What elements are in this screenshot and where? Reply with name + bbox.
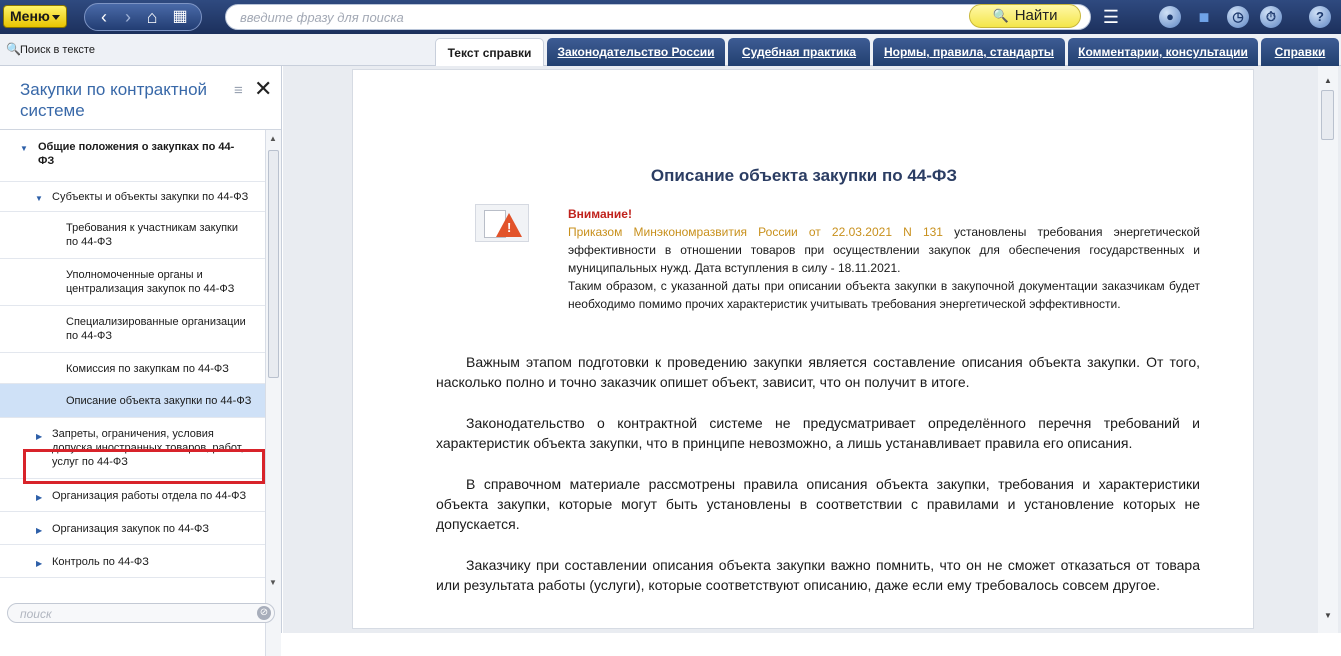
scrollbar-thumb[interactable]	[268, 150, 279, 378]
chevron-right-icon: ▶	[36, 493, 43, 502]
back-arrow-icon[interactable]: ‹	[101, 7, 107, 27]
tree-item[interactable]: Специализированные организации по 44-ФЗ	[0, 306, 265, 353]
sidebar-search-box	[7, 603, 275, 623]
chevron-right-icon: ▶	[36, 526, 43, 535]
home-icon[interactable]: ⌂	[146, 7, 158, 27]
warning-title: Внимание!	[568, 207, 632, 221]
warning-block	[568, 205, 1200, 313]
scroll-down-icon[interactable]: ▼	[1324, 611, 1332, 620]
find-button[interactable]	[969, 4, 1081, 28]
tab-references[interactable]: Справки	[1261, 38, 1339, 66]
tree-item[interactable]: ▼ Общие положения о закупках по 44-ФЗ	[0, 130, 265, 182]
tree-item[interactable]: ▶ Организация работы отдела по 44-ФЗ	[0, 479, 265, 512]
tree-item[interactable]: ▼ Субъекты и объекты закупки по 44-ФЗ	[0, 182, 265, 212]
tree-item-selected[interactable]: Описание объекта закупки по 44-ФЗ	[0, 384, 265, 418]
tree-item[interactable]: ▶ Организация закупок по 44-ФЗ	[0, 512, 265, 545]
document-page	[352, 69, 1254, 629]
search-icon: 🔍	[992, 8, 1009, 23]
menu-button-label: Меню	[10, 8, 50, 24]
warning-icon	[475, 204, 529, 242]
menu-button[interactable]	[3, 5, 67, 28]
exclamation-icon: !	[507, 220, 512, 235]
find-button-label: Найти	[1014, 7, 1058, 24]
top-toolbar	[0, 0, 1341, 34]
document-paragraph: Важным этапом подготовки к проведению закупки является составление описания объекта закупки. От того, насколько полно и точно заказчик опишет объект, зависит, что он получит в итоге.	[436, 354, 1200, 390]
chevron-right-icon: ▶	[36, 432, 43, 441]
user-icon[interactable]: ●	[1159, 6, 1181, 28]
document-tabs-bar	[0, 34, 1341, 66]
chevron-down-icon	[52, 15, 60, 20]
tree-item[interactable]: Комиссия по закупкам по 44-ФЗ	[0, 353, 265, 384]
document-title: Описание объекта закупки по 44-ФЗ	[650, 166, 958, 185]
document-paragraph: Законодательство о контрактной системе не предусматривает определённого перечня требований и характеристик объекта закупки, что в принципе невозможно, а лишь устанавливает правила его описания.	[436, 415, 1200, 451]
tab-comments-consultations[interactable]: Комментарии, консультации	[1068, 38, 1258, 66]
forward-arrow-icon[interactable]: ›	[125, 7, 131, 27]
clear-icon[interactable]: ⊘	[257, 606, 271, 620]
stopwatch-icon[interactable]: ⏱	[1260, 6, 1282, 28]
warning-text-2: Таким образом, с указанной даты при описании объекта закупки в закупочной документации заказчикам будет необходимо помимо прочих характеристик учитывать требования энергетической эффективности.	[568, 279, 1200, 311]
sidebar-search-input[interactable]	[20, 606, 240, 621]
search-icon: 🔍	[6, 42, 21, 56]
search-in-text-label: Поиск в тексте	[20, 44, 95, 56]
help-icon[interactable]: ?	[1309, 6, 1331, 28]
search-in-text-link[interactable]	[6, 42, 95, 56]
chevron-right-icon: ▶	[36, 559, 43, 568]
scroll-up-icon[interactable]: ▲	[1324, 76, 1332, 85]
contents-sidebar	[0, 66, 282, 633]
document-paragraph: Заказчику при составлении описания объекта закупки важно помнить, что он не сможет отказаться от товара или результата работы (услуги), которые соответствуют описанию, даже если ему требовалось совсем другое.	[436, 557, 1200, 593]
scrollbar-thumb[interactable]	[1321, 90, 1334, 140]
sidebar-header	[0, 66, 281, 130]
chevron-down-icon: ▼	[35, 194, 43, 203]
scroll-up-icon[interactable]: ▲	[269, 134, 277, 143]
clock-icon[interactable]: ◷	[1227, 6, 1249, 28]
list-menu-icon[interactable]: ☰	[1102, 7, 1120, 27]
selection-highlight	[23, 449, 265, 484]
contents-tree	[0, 130, 265, 656]
warning-text: установлены требования энергетической эффективности в отношении товаров при осуществлении закупок для обеспечения государственных и муниципальных нужд. Дата вступления в силу - 18.11.2021.	[568, 225, 1200, 275]
search-box	[225, 4, 1091, 30]
tab-norms-standards[interactable]: Нормы, правила, стандарты	[873, 38, 1065, 66]
tree-item[interactable]: Уполномоченные органы и централизация закупок по 44-ФЗ	[0, 259, 265, 306]
close-icon[interactable]: ✕	[254, 76, 273, 101]
list-menu-icon[interactable]: ≡	[234, 82, 243, 99]
document-scrollbar[interactable]	[1318, 66, 1338, 633]
folder-icon[interactable]: ■	[1198, 7, 1210, 27]
search-input[interactable]	[240, 8, 960, 26]
document-paragraph: В справочном материале рассмотрены правила описания объекта закупки, требования и характеристики объекта закупки, которые могут быть установлены в соответствии с правилами и установление которых не допускается.	[436, 476, 1200, 532]
tab-russian-legislation[interactable]: Законодательство России	[547, 38, 725, 66]
tree-item[interactable]: ▶ Контроль по 44-ФЗ	[0, 545, 265, 578]
tab-court-practice[interactable]: Судебная практика	[728, 38, 870, 66]
grid-icon[interactable]: ▦	[172, 8, 188, 25]
order-link[interactable]: Приказом Минэкономразвития России от 22.03.2021 N 131	[568, 225, 943, 239]
sidebar-title: Закупки по контрактной системе	[20, 80, 208, 120]
tree-scrollbar[interactable]	[265, 130, 281, 656]
chevron-down-icon: ▼	[20, 144, 28, 153]
tab-help-text[interactable]: Текст справки	[435, 38, 544, 66]
tree-item[interactable]: ▶ Запреты, ограничения, условия допуска иностранных товаров, работ, услуг по 44-ФЗ	[0, 418, 265, 479]
tree-item[interactable]: Требования к участникам закупки по 44-ФЗ	[0, 212, 265, 259]
warning-body	[568, 223, 1200, 277]
navigation-group	[84, 3, 202, 31]
scroll-down-icon[interactable]: ▼	[269, 578, 277, 587]
